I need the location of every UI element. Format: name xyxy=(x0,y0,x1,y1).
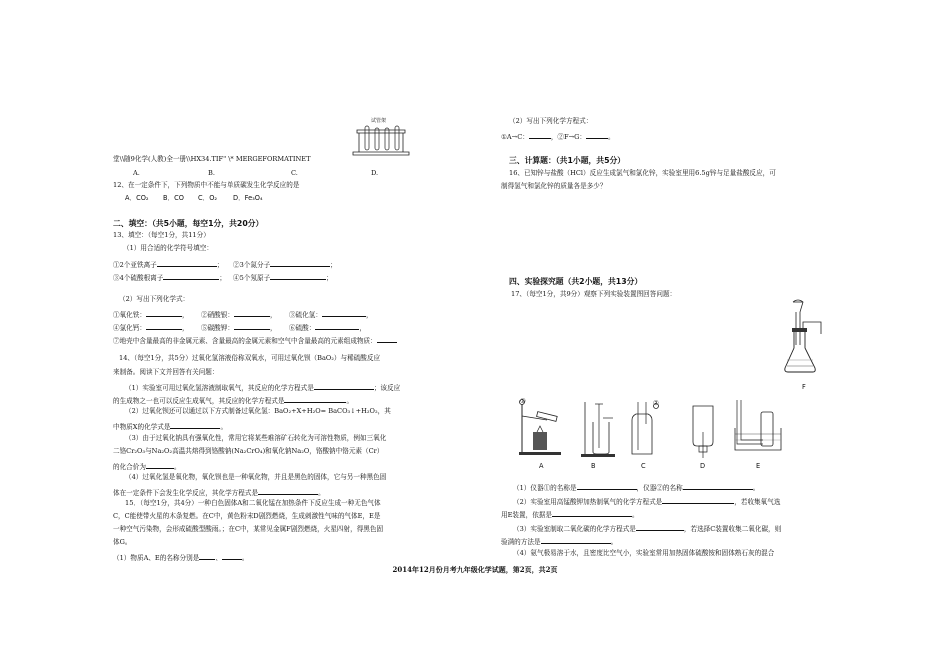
q14-line2: 来制备。阅读下文并回答有关问题： xyxy=(113,368,219,376)
right-q2-heading: （2）写出下列化学方程式： xyxy=(509,117,593,125)
option-b: B. xyxy=(208,169,215,177)
apparatus-label-e: E xyxy=(756,462,761,470)
apparatus-f-image xyxy=(783,300,833,380)
q17-line5: 验满的方法是 。 xyxy=(501,538,618,546)
q17-line4: （3）实验室制取二氧化碳的化学方程式是 ，若选择C装置收集二氧化碳，则 xyxy=(513,525,782,533)
q15-line1: 15．（每空1分，共4分）一种白色固体A和二氧化锰在加热条件下反应生成一种无色气体 xyxy=(125,499,381,507)
q16-line1: 16、已知锌与盐酸（HCl）反应生成氯气和氯化锌，实验室里用6.5g锌与足量盐酸反应，可 xyxy=(509,169,776,177)
field-code-text: 堂\\随9化学(人教)全一册\\HX34.TIF" \* MERGEFORMATINET xyxy=(113,155,311,163)
q12-option-c: C．O₂ xyxy=(198,194,218,202)
apparatus-label-d: D xyxy=(700,462,706,470)
q12-option-a: A．CO₂ xyxy=(125,194,149,202)
q17-line6: （4）氨气极易溶于水，且密度比空气小，实验室常用加热固体硫酸铵和固体熟石灰的混合 xyxy=(513,549,775,557)
q13-1a: ①2个亚铁离子 ； xyxy=(113,261,224,269)
q14-line11: 体在一定条件下会发生化学反应，其化学方程式是 。 xyxy=(113,489,325,497)
q17-line2: （2）实验室用高锰酸钾加热制氧气的化学方程式是 ，若收集氧气选 xyxy=(513,498,781,506)
apparatus-label-b: B xyxy=(591,462,596,470)
question-13-heading: 13、填空：（每空1分，共11分） xyxy=(113,231,210,239)
q14-line3: （1）实验室可用过氧化氢溶液制取氧气，其反应的化学方程式是 ；该反应 xyxy=(125,384,401,392)
q13-r3: ⑦地壳中含量最高的非金属元素、含量最高的金属元素和空气中含量最高的元素组成物质： xyxy=(113,335,397,346)
q13-r2b: ⑤碳酸钾： ， xyxy=(201,324,277,332)
apparatus-f-label: F xyxy=(802,383,806,391)
q13-2b: ④5个氖原子 ； xyxy=(233,274,333,282)
q12-option-b: B．CO xyxy=(163,194,184,202)
q15-line4: 体G。 xyxy=(113,538,132,546)
option-c: C. xyxy=(291,169,298,177)
q15-line5: （1）物质A、E的名称分别是 、 。 xyxy=(113,554,249,562)
q13-1b: ②3个氮分子 ； xyxy=(233,261,337,269)
q17-line1: （1）仪器①的名称是 ，仪器②的名称 。 xyxy=(513,484,760,492)
q14-line8: 二铬Cr₂O₃与Na₂O₂高温共熔得到铬酸钠(Na₂CrO₄)和氧化钠Na₂O，铬酸钠中铬元素（Cr） xyxy=(113,447,384,455)
apparatus-d-image xyxy=(689,402,719,458)
section-3-title: 三、计算题：（共1小题，共5分） xyxy=(509,156,626,165)
q13-r2a: ④氯化钙： ， xyxy=(113,324,189,332)
q14-line5: （2）过氧化钡还可以通过以下方式制备过氧化氢：BaO₂+X+H₂O= BaCO₃↓+H₂O₂，其 xyxy=(125,407,391,415)
q14-line4: 的生成物之一也可以反应生成氧气，其反应的化学方程式是 。 xyxy=(113,397,354,405)
q13-r2c: ⑥硫酸： ， xyxy=(289,324,366,332)
q14-line7: （3）由于过氧化钠具有强氧化性，常用它将某些难溶矿石转化为可溶性物质，例如三氧化 xyxy=(125,434,387,442)
question-12: 12、在一定条件下，下列物质中不能与单质碳发生化学反应的是 xyxy=(113,181,300,189)
q12-option-d: D．Fe₃O₄ xyxy=(233,194,263,202)
q15-line3: 一种空气污染物，会形成硫酸型酸雨。；在C中，某常见金属F剧烈燃烧，火星四射，得黑色固 xyxy=(113,525,384,533)
q17-line3: 用E装置，依据是 。 xyxy=(501,511,639,519)
section-2-title: 二、填空：（共5小题，每空1分，共20分） xyxy=(113,219,264,228)
q13-sub1: （1）用合适的化学符号填空： xyxy=(123,244,213,252)
apparatus-b-image xyxy=(581,402,617,458)
q15-line2: C，C能使带火星的木条复燃。在C中，黄色粉末D剧烈燃烧，生成刺激性气味的气体E，E是 xyxy=(113,512,381,520)
apparatus-num-2: ② xyxy=(653,399,659,407)
q16-line2: 制得氢气和氯化锌的质量各是多少？ xyxy=(501,182,607,190)
q13-sub2: （2）写出下列化学式： xyxy=(119,295,190,303)
image-label: 试管架 xyxy=(371,118,387,124)
q14-line6: 中物质X的化学式是 。 xyxy=(113,423,228,431)
q14-line1: 14、（每空1分，共5分）过氧化氢溶液俗称双氧水，可用过氧化钡（BaO₂）与稀硫酸反应 xyxy=(119,354,381,362)
apparatus-c-image xyxy=(626,399,662,458)
test-tube-rack-image xyxy=(349,118,419,158)
q13-r1b: ②硝酸银： ， xyxy=(201,311,277,319)
q14-line10: （4）过氧化氢是氧化物，氧化钡也是一种氧化物，并且是黑色的固体，它与另一种黑色固 xyxy=(125,473,387,481)
option-a: A. xyxy=(133,169,140,177)
q13-2a: ③4个硫酸根离子 ； xyxy=(113,274,226,282)
apparatus-label-a: A xyxy=(539,462,544,470)
q14-line9: 的化合价为 。 xyxy=(113,463,181,471)
q13-r1a: ①氧化铁： ， xyxy=(113,311,189,319)
page-footer: 2014年12月份月考九年级化学试题，第2页，共2页 xyxy=(392,565,558,574)
right-q2-line: ①A→C： ，②F→G： 。 xyxy=(501,133,615,141)
apparatus-num-1: ① xyxy=(520,397,526,405)
apparatus-e-image xyxy=(733,398,785,458)
option-d: D. xyxy=(371,169,379,177)
apparatus-label-c: C xyxy=(641,462,646,470)
question-17: 17、（每空1分，共9分）观察下列实验装置图回答问题： xyxy=(511,290,677,298)
q13-r1c: ③硫化氢： ， xyxy=(289,311,373,319)
apparatus-a-image xyxy=(519,398,569,458)
section-4-title: 四、实验探究题（共2小题，共13分） xyxy=(509,277,643,286)
